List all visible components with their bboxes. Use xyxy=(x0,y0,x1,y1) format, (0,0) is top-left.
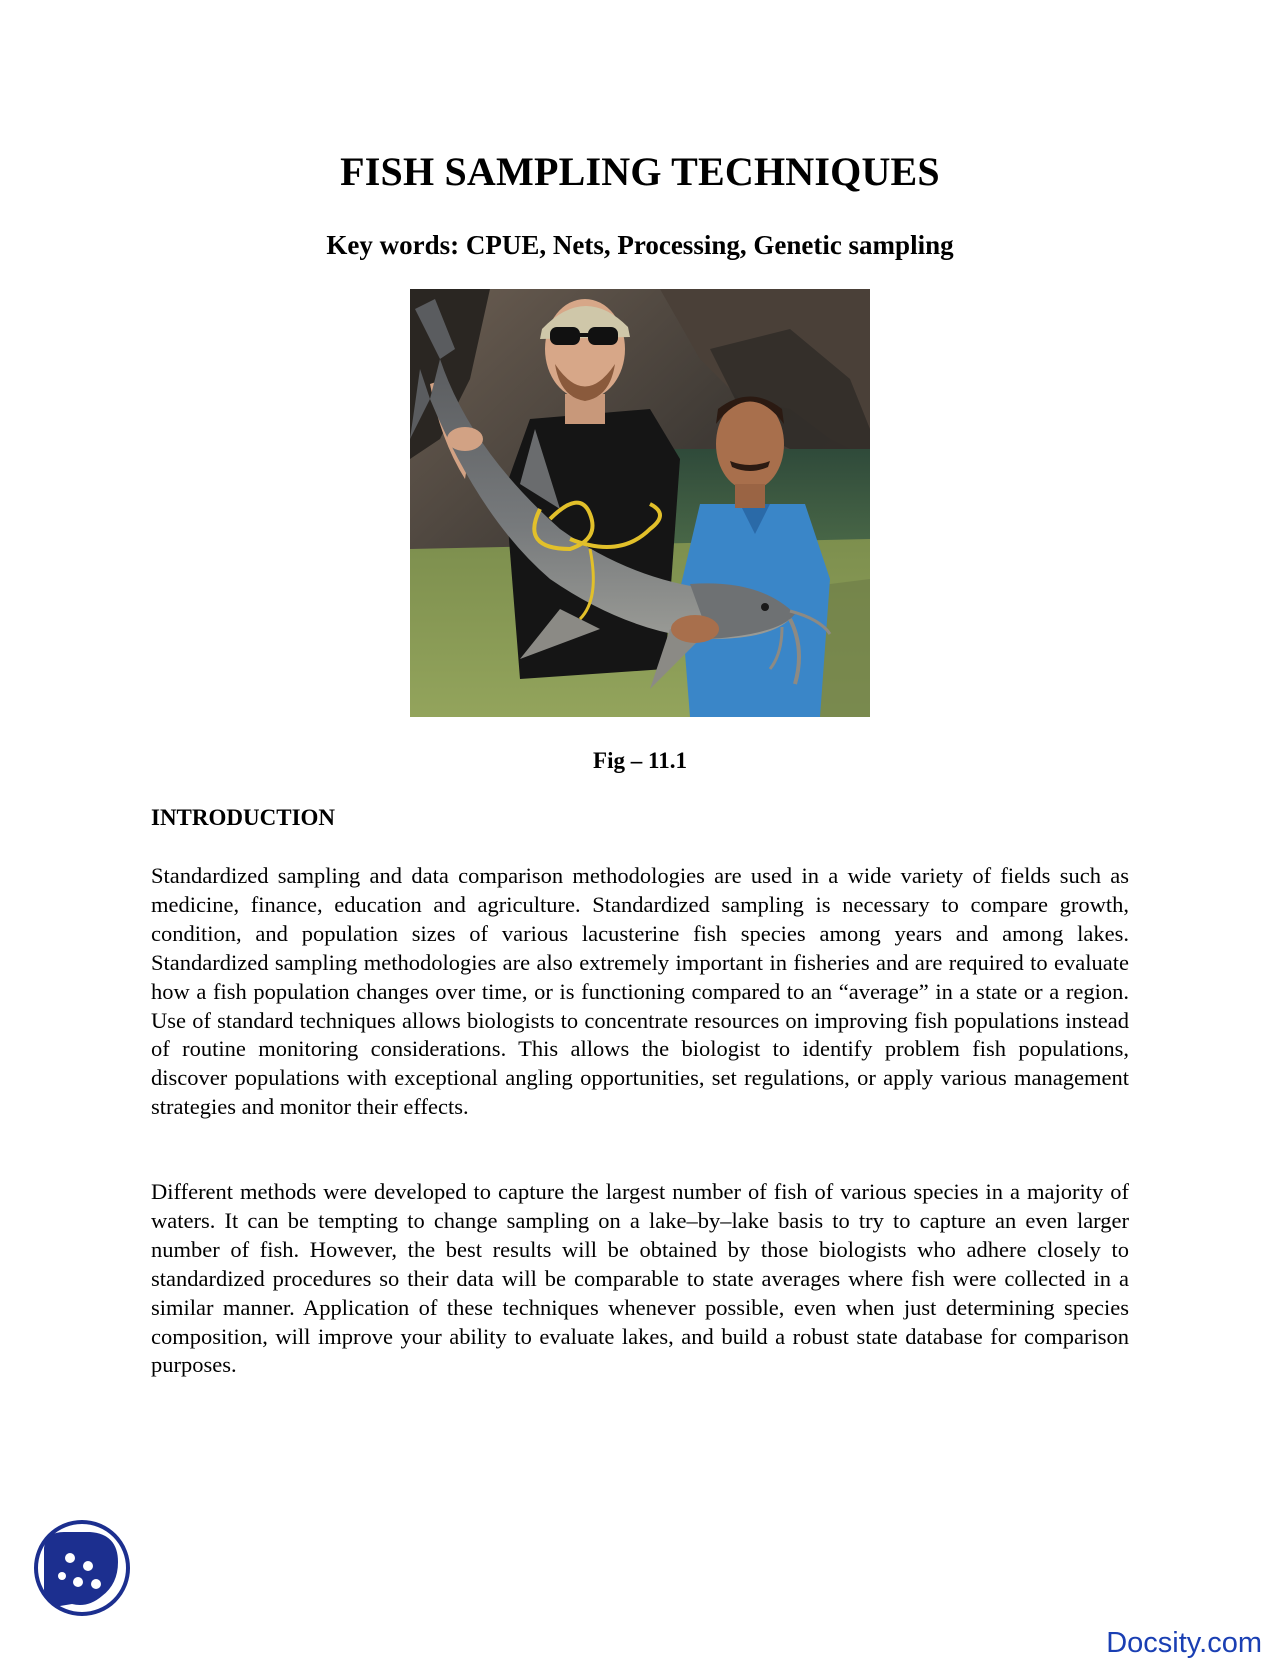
figure-caption: Fig – 11.1 xyxy=(593,748,687,773)
keywords-line: Key words: CPUE, Nets, Processing, Genetic sampling xyxy=(326,230,954,260)
document-title: FISH SAMPLING TECHNIQUES xyxy=(340,149,940,194)
docsity-brand-link[interactable]: Docsity.com xyxy=(1106,1627,1262,1659)
figure-photo xyxy=(410,289,870,717)
docsity-logo-icon xyxy=(32,1518,132,1618)
fish-photo-illustration xyxy=(410,289,870,717)
intro-paragraph-2: Different methods were developed to capture the largest number of fish of various species in a majority of waters. It can be tempting to change sampling on a lake–by–lake basis to try to capture an even larger number of fish. However, the best results will be obtained by those biologists who adhere closely to standardized procedures so their data will be comparable to state averages where fish were collected in a similar manner. Application of these techniques whenever possible, even when just determining species composition, will improve your ability to evaluate lakes, and build a robust state database for comparison purposes. xyxy=(151,1179,1129,1378)
intro-paragraph-1: Standardized sampling and data comparison methodologies are used in a wide variety of fields such as medicine, finance, education and agriculture. Standardized sampling is necessary to compare growth, condition, and population sizes of various lacusterine fish species among years and among lakes. Standardized sampling methodologies are also extremely important in fisheries and are required to evaluate how a fish population changes over time, or is functioning compared to an “average” in a state or a region. Use of standard techniques allows biologists to concentrate resources on improving fish populations instead of routine monitoring considerations. This allows the biologist to identify problem fish populations, discover populations with exceptional angling opportunities, set regulations, or apply various management strategies and monitor their effects. xyxy=(151,863,1129,1120)
section-heading-introduction: INTRODUCTION xyxy=(151,805,336,830)
